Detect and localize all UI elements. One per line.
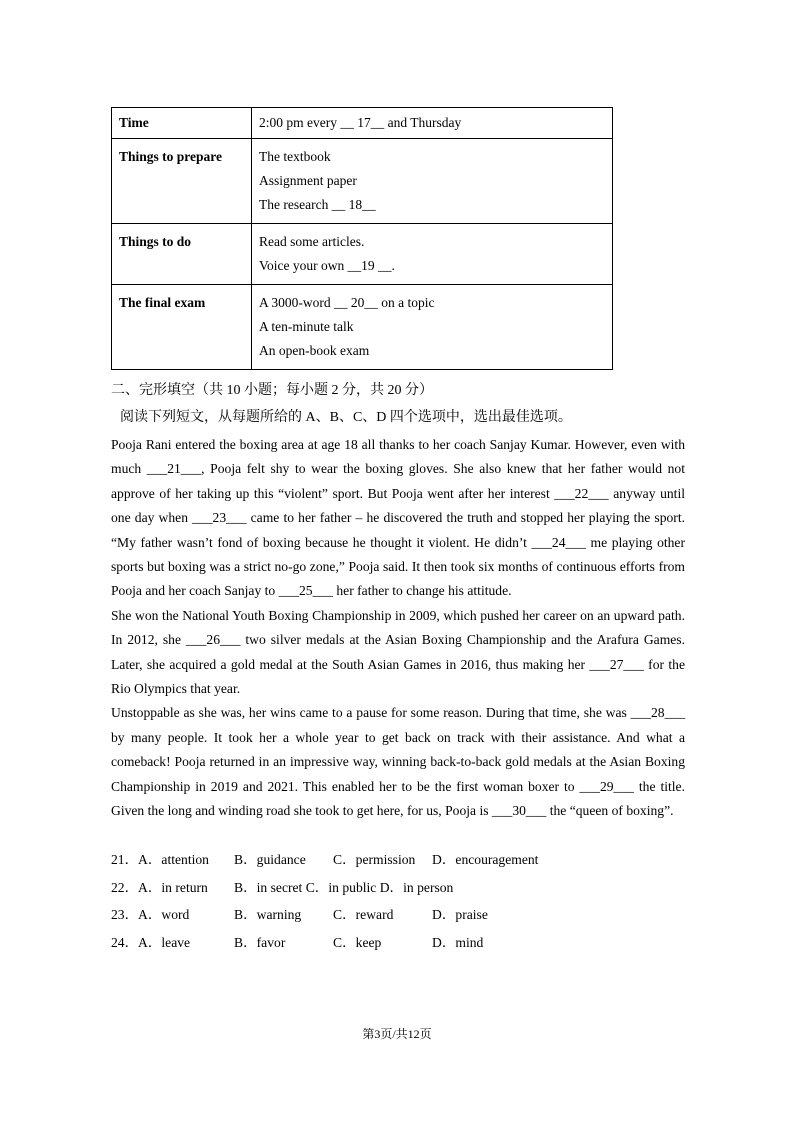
- option-c: C．keep: [333, 934, 382, 950]
- row-label: Things to prepare: [112, 139, 252, 224]
- row-line: An open-book exam: [259, 343, 370, 358]
- passage-paragraph: Pooja Rani entered the boxing area at age 18 all thanks to her coach Sanjay Kumar. However, even with much ___21___, Pooja felt shy to wear the boxing gloves. She also knew that her father would not approve of her taking up this “violent” sport. But Pooja went after her interest ___22___ anyway until one day when ___23___ came to her father – he discovered the truth and stopped her playing the sport. “My father wasn’t fond of boxing because he thought it violent. He didn’t ___24___ me playing other sports but boxing was a strict no-go zone,” Pooja said. It then took six months of continuous efforts from Pooja and her coach Sanjay to ___25___ her father to change his attitude.: [111, 437, 685, 599]
- cloze-passage: [111, 433, 685, 824]
- table-row: [112, 224, 613, 285]
- row-content: [252, 108, 613, 139]
- question-number: 23．: [111, 907, 139, 922]
- option-a: A．attention: [138, 852, 209, 867]
- row-content: [252, 224, 613, 285]
- row-label: The final exam: [112, 285, 252, 370]
- option-c: C．reward: [333, 907, 394, 922]
- table-row: [112, 108, 613, 139]
- passage-paragraph: Unstoppable as she was, her wins came to a pause for some reason. During that time, she was ___28___ by many people. It took her a whole year to get back on track with their assistance. And what a comeback! Pooja returned in an impressive way, winning back-to-back gold medals at the Asian Boxing Championship in 2019 and 2021. This enabled her to be the first woman boxer to ___29___ the title. Given the long and winding road she took to get here, for us, Pooja is ___30___ the “queen of boxing”.: [111, 705, 685, 819]
- question-number: 21．: [111, 852, 139, 867]
- option-d: D．mind: [432, 934, 484, 950]
- section-instruction: 阅读下列短文，从每题所给的 A、B、C、D 四个选项中，选出最佳选项。: [120, 410, 572, 425]
- question-number: 22．: [111, 879, 139, 895]
- option-b: B．in secret C．in public D．in person: [234, 879, 454, 895]
- row-line: Assignment paper: [259, 173, 357, 188]
- option-b: B．warning: [234, 907, 302, 922]
- table-row: [112, 139, 613, 224]
- row-line: The textbook: [259, 149, 331, 164]
- row-label: Time: [112, 108, 252, 139]
- option-d: D．encouragement: [432, 852, 539, 867]
- row-line: Read some articles.: [259, 234, 365, 249]
- question-number: 24．: [111, 934, 139, 950]
- row-line: Voice your own __19 __.: [259, 258, 395, 273]
- course-info-table: [111, 107, 613, 370]
- row-content: [252, 139, 613, 224]
- table-row: [112, 285, 613, 370]
- row-line: The research __ 18__: [259, 197, 376, 212]
- option-a: A．leave: [138, 934, 191, 950]
- option-b: B．favor: [234, 934, 286, 950]
- page-footer: 第3页/共12页: [362, 1027, 432, 1041]
- row-line: A ten-minute talk: [259, 319, 354, 334]
- row-content: [252, 285, 613, 370]
- passage-paragraph: She won the National Youth Boxing Championship in 2009, which pushed her career on an upward path. In 2012, she ___26___ two silver medals at the Asian Boxing Championship and the Arafura Games. Later, she acquired a gold medal at the South Asian Games in 2016, thus making her ___27___ for the Rio Olympics that year.: [111, 607, 685, 697]
- option-c: C．permission: [333, 852, 416, 867]
- option-a: A．in return: [138, 879, 208, 895]
- option-b: B．guidance: [234, 852, 306, 867]
- row-line: A 3000-word __ 20__ on a topic: [259, 295, 435, 310]
- row-label: Things to do: [112, 224, 252, 285]
- row-line: 2:00 pm every __ 17__ and Thursday: [259, 115, 462, 130]
- option-a: A．word: [138, 907, 190, 922]
- section-title: 二、完形填空（共 10 小题；每小题 2 分，共 20 分）: [111, 383, 433, 398]
- option-d: D．praise: [432, 907, 488, 922]
